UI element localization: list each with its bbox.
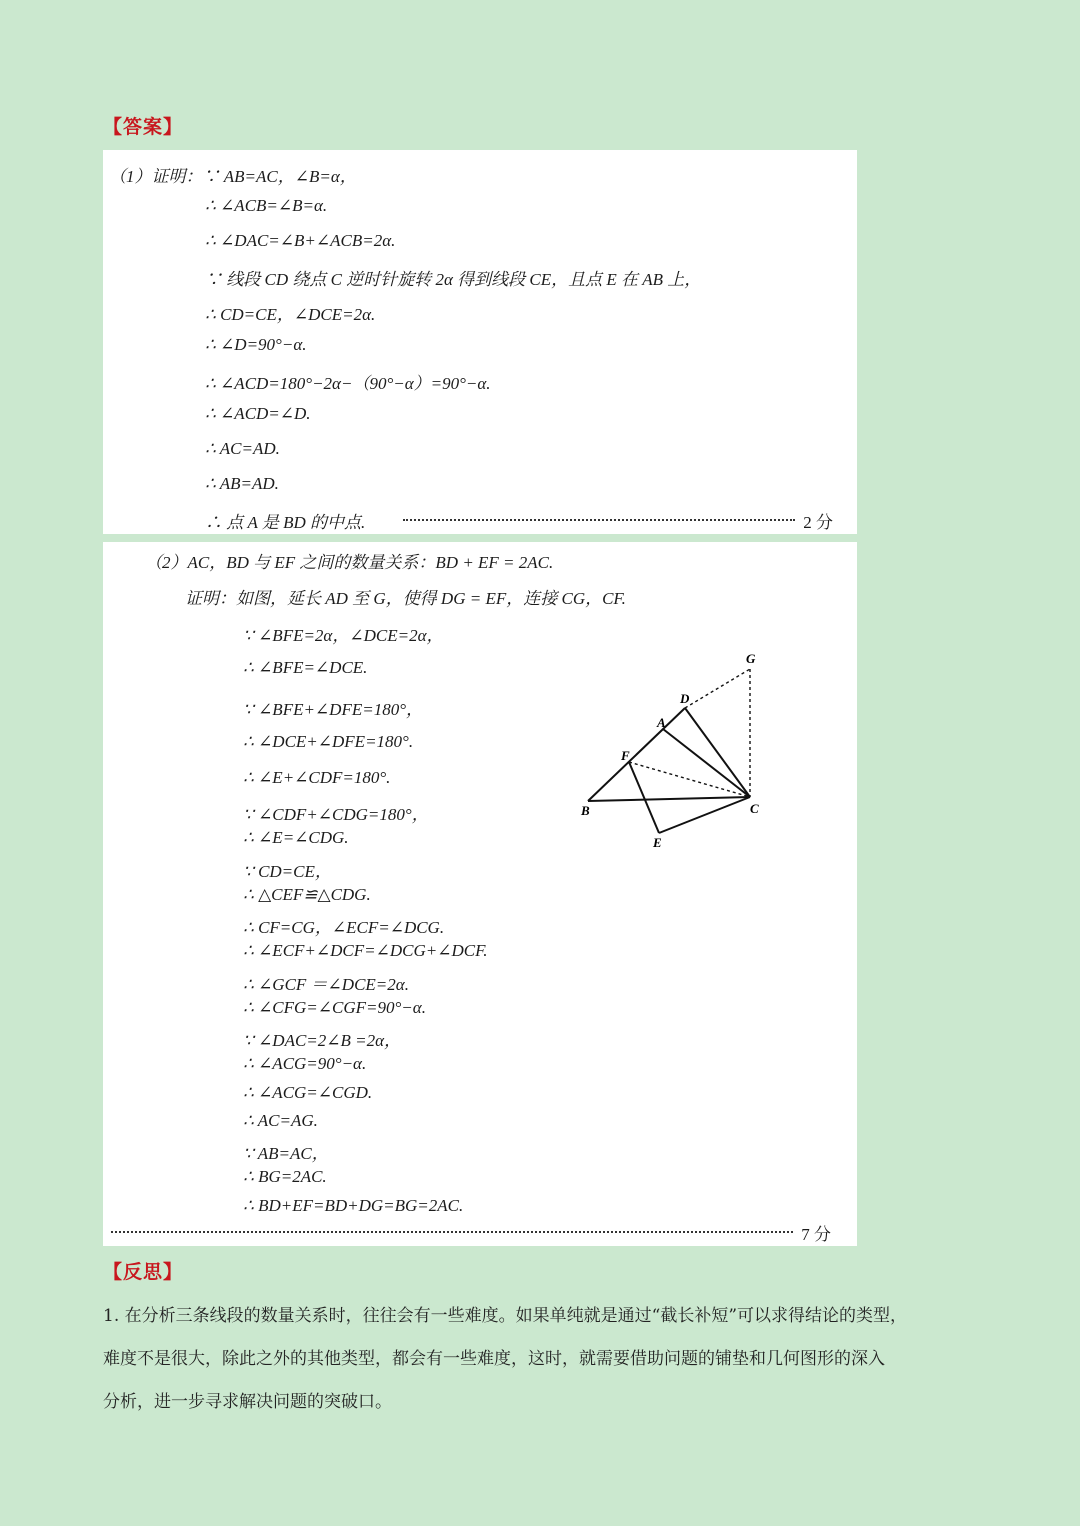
segment-bc xyxy=(588,797,750,801)
part1-line: ∵ 线段 CD 绕点 C 逆时针旋转 2α 得到线段 CE，且点 E 在 AB 上， xyxy=(205,270,702,289)
label-a: A xyxy=(657,715,666,730)
segment-fc-dashed xyxy=(629,762,750,797)
label-d: D xyxy=(680,691,690,706)
part2-line: ∵ CD=CE， xyxy=(243,862,332,881)
segment-dg-dashed xyxy=(685,669,750,708)
part1-line: ∴ AC=AD. xyxy=(205,439,280,458)
part2-line: ∴ ∠E=∠CDG. xyxy=(243,828,349,847)
reflect-line: 难度不是很大，除此之外的其他类型，都会有一些难度，这时，就需要借助问题的铺垫和几何图形的深入 xyxy=(103,1349,885,1369)
label-e: E xyxy=(653,835,662,850)
part2-line: ∴ BG=2AC. xyxy=(243,1167,327,1186)
part2-line: ∴ ∠GCF ＝∠DCE=2α. xyxy=(243,975,409,994)
part1-line: ∴ AB=AD. xyxy=(205,474,279,493)
part2-score-value: 7 分 xyxy=(801,1225,831,1244)
part1-line: ∴ ∠ACB=∠B=α. xyxy=(205,196,328,215)
part1-line: ∴ ∠DAC=∠B+∠ACB=2α. xyxy=(205,231,396,250)
reflect-line: 1. 在分析三条线段的数量关系时，往往会有一些难度。如果单纯就是通过“截长补短”可以求得结论的类型， xyxy=(103,1306,908,1326)
part1-line: ∴ ∠D=90°−α. xyxy=(205,335,307,354)
part2-title: （2）AC，BD 与 EF 之间的数量关系：BD + EF = 2AC. xyxy=(145,553,554,572)
part2-line: ∴ ∠ACG=∠CGD. xyxy=(243,1083,373,1102)
segment-dc xyxy=(685,708,750,797)
part1-card xyxy=(103,150,857,534)
part2-line: ∴ AC=AG. xyxy=(243,1111,318,1130)
score-dots xyxy=(403,519,795,521)
label-g: G xyxy=(746,651,756,666)
reflect-heading: 【反思】 xyxy=(103,1261,184,1283)
part2-line: ∵ ∠BFE+∠DFE=180°， xyxy=(243,700,423,719)
part2-line: ∴ ∠ACG=90°−α. xyxy=(243,1054,367,1073)
part2-line: ∴ BD+EF=BD+DG=BG=2AC. xyxy=(243,1196,464,1215)
part2-line: ∴ △CEF≌△CDG. xyxy=(243,885,371,904)
part2-card xyxy=(103,542,857,1246)
part1-line: ∴ CD=CE，∠DCE=2α. xyxy=(205,305,376,324)
part1-line: ∴ 点 A 是 BD 的中点. xyxy=(205,513,366,532)
part1-score-value: 2 分 xyxy=(803,513,833,532)
label-f: F xyxy=(621,748,630,763)
reflect-line: 分析，进一步寻求解决问题的突破口。 xyxy=(103,1392,392,1412)
part2-line: ∴ ∠CFG=∠CGF=90°−α. xyxy=(243,998,426,1017)
label-b: B xyxy=(581,803,590,818)
score-dots xyxy=(111,1231,793,1233)
segment-fe xyxy=(629,762,659,833)
part2-line: ∵ ∠DAC=2∠B =2α， xyxy=(243,1031,402,1050)
part2-line: ∴ CF=CG，∠ECF=∠DCG. xyxy=(243,918,445,937)
answer-heading: 【答案】 xyxy=(103,116,184,138)
part2-line: ∵ ∠CDF+∠CDG=180°， xyxy=(243,805,429,824)
label-c: C xyxy=(750,801,759,816)
part1-line: ∴ ∠ACD=180°−2α−（90°−α）=90°−α. xyxy=(205,374,491,393)
part2-line: ∴ ∠E+∠CDF=180°. xyxy=(243,768,391,787)
part2-line: ∵ AB=AC， xyxy=(243,1144,329,1163)
part2-line: ∴ ∠ECF+∠DCF=∠DCG+∠DCF. xyxy=(243,941,488,960)
part2-line: ∵ ∠BFE=2α，∠DCE=2α， xyxy=(243,626,444,645)
segment-bd xyxy=(588,708,685,801)
geometry-figure xyxy=(573,647,773,857)
part1-line: （1）证明：∵ AB=AC，∠B=α， xyxy=(109,167,357,186)
part2-line: ∴ ∠BFE=∠DCE. xyxy=(243,658,368,677)
part2-line: ∴ ∠DCE+∠DFE=180°. xyxy=(243,732,414,751)
part1-line: ∴ ∠ACD=∠D. xyxy=(205,404,311,423)
part2-intro: 证明：如图，延长 AD 至 G，使得 DG = EF，连接 CG，CF. xyxy=(185,589,626,608)
segment-ac xyxy=(663,729,750,797)
part2-score xyxy=(111,1220,831,1244)
segment-ec xyxy=(659,797,750,833)
part1-score xyxy=(403,508,833,532)
